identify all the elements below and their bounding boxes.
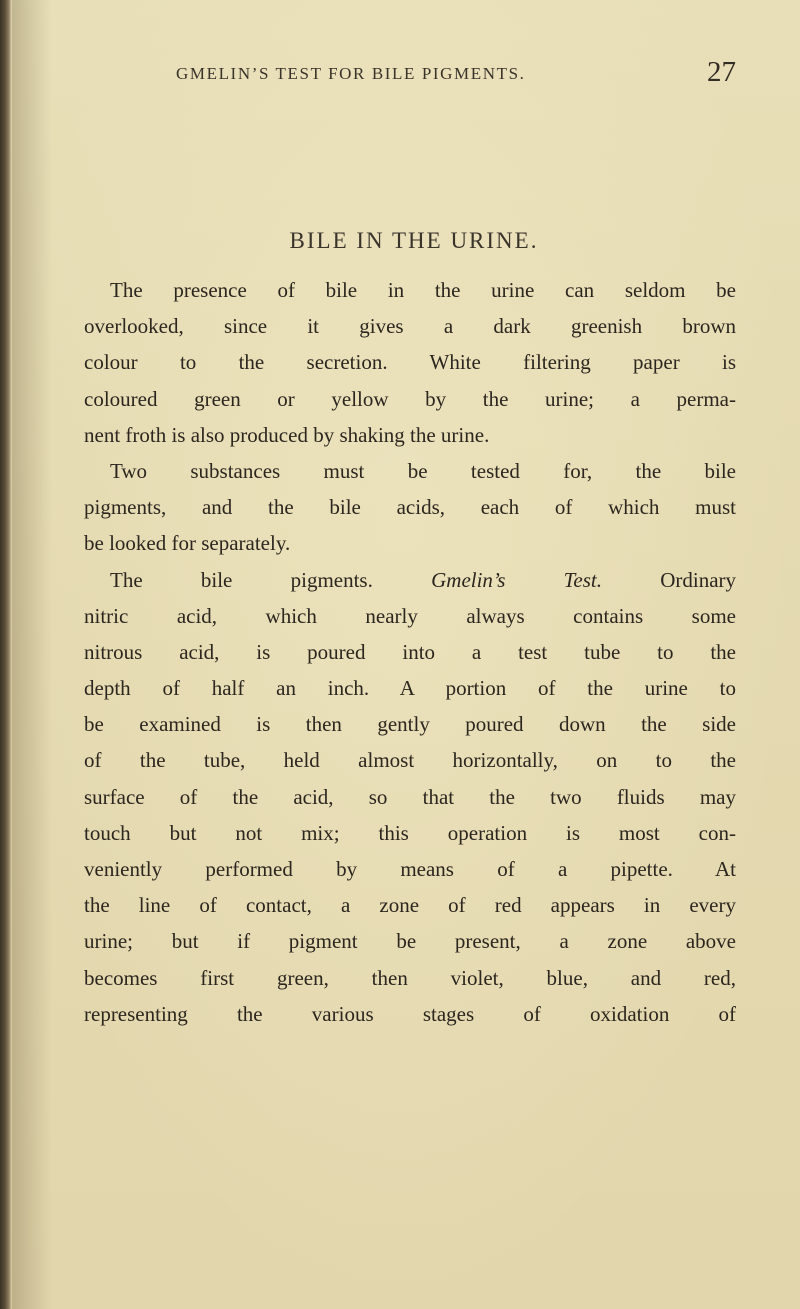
text-line: be looked for separately.	[84, 531, 291, 556]
italic-heading: Gmelin’s Test.	[431, 567, 602, 592]
text-line: nitric acid, which nearly always contains some	[84, 603, 736, 628]
text-line: representing the various stages of oxidation of	[84, 1001, 736, 1026]
text-line: depth of half an inch. A portion of the urine to	[84, 676, 736, 701]
running-head-title: GMELIN’S TEST FOR BILE PIGMENTS.	[176, 64, 526, 83]
page-number: 27	[707, 56, 736, 88]
gutter-shadow	[12, 0, 52, 1309]
text-line: nitrous acid, is poured into a test tube to the	[84, 639, 736, 664]
text-line: of the tube, held almost horizontally, on to the	[84, 748, 736, 773]
text-line: surface of the acid, so that the two fluids may	[84, 784, 736, 809]
text-line: colour to the secretion. White filtering paper is	[84, 350, 736, 375]
text-line: Two substances must be tested for, the bile	[110, 458, 736, 483]
text-line: touch but not mix; this operation is most con-	[84, 820, 736, 845]
text-line: nent froth is also produced by shaking the urine.	[84, 422, 490, 447]
text-line: be examined is then gently poured down the side	[84, 712, 736, 737]
text-line: coloured green or yellow by the urine; a perma-	[84, 386, 736, 411]
text-segment: The bile pigments.	[110, 567, 432, 592]
text-line: pigments, and the bile acids, each of which must	[84, 495, 736, 520]
text-line: urine; but if pigment be present, a zone above	[84, 929, 736, 954]
text-line: veniently performed by means of a pipette. At	[84, 857, 736, 881]
text-line: the line of contact, a zone of red appears in every	[84, 893, 736, 918]
book-binding-edge	[0, 0, 12, 1309]
running-head	[176, 56, 736, 96]
section-title: BILE IN THE URINE.	[289, 228, 539, 253]
text-segment: Ordinary	[601, 567, 737, 592]
text-line: becomes first green, then violet, blue, and red,	[84, 965, 736, 990]
body-text	[84, 272, 736, 1032]
text-line: overlooked, since it gives a dark greenish brown	[84, 314, 736, 339]
text-line	[84, 562, 736, 598]
text-line: The presence of bile in the urine can seldom be	[110, 278, 736, 302]
